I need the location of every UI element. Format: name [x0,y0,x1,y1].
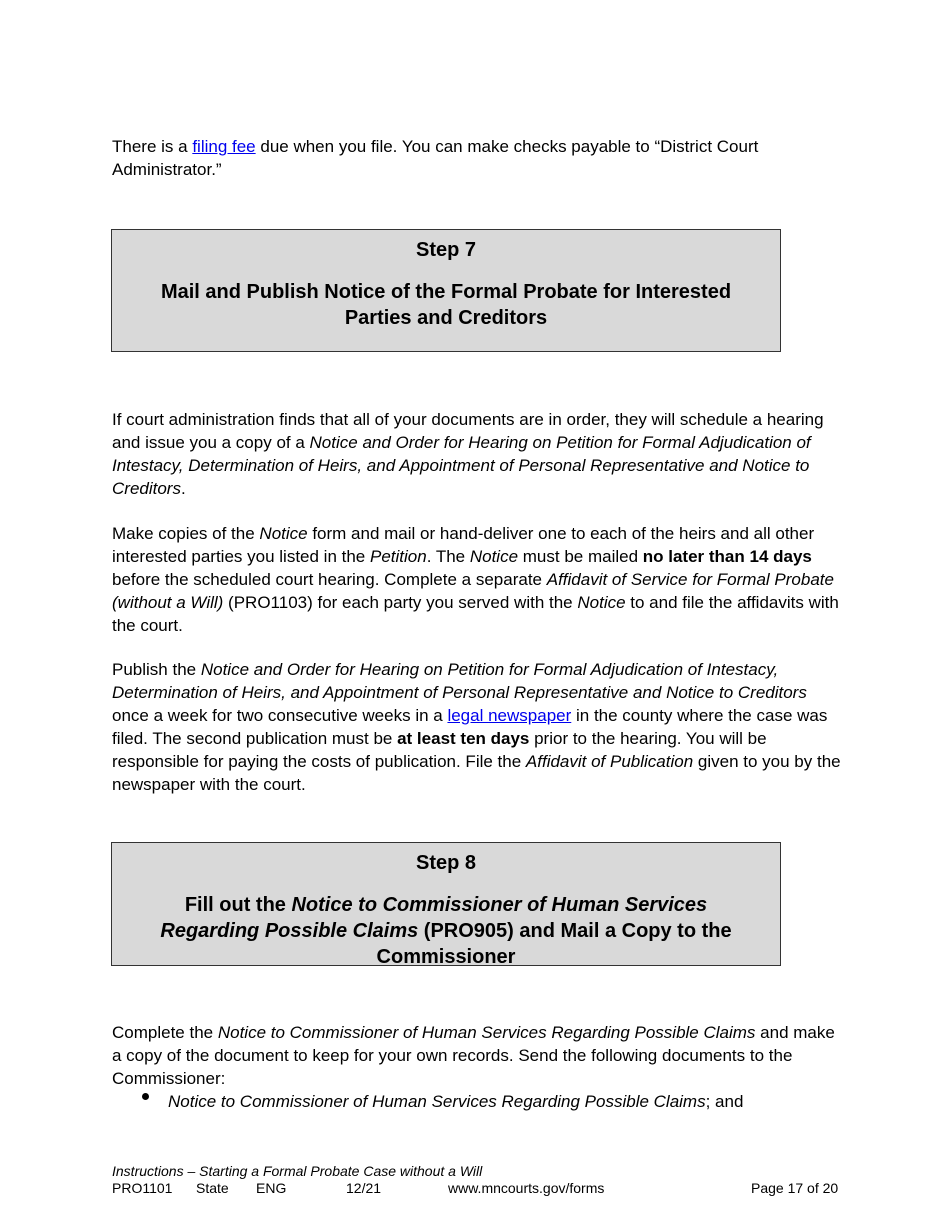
text: must be mailed [518,547,643,566]
text: to and file the affidavits with the court. [112,593,839,635]
filing-fee-paragraph [112,135,847,181]
footer-form-number: PRO1101 [112,1180,173,1196]
notice-title: Notice and Order for Hearing on Petition for Formal Adjudication of Intestacy, Determination of Heirs, and Appointment of Personal Representative and Notice to Creditors [112,433,811,498]
text: before the scheduled court hearing. Complete a separate [112,570,547,589]
text: Notice [577,593,626,612]
step-8-number: Step 8 [415,852,477,874]
text: If court administration finds that all of your documents are in order, they will schedule a hearing and issue you a copy of a [112,410,824,452]
text: . The [426,547,470,566]
text: given to you by the newspaper with the court. [112,752,841,794]
step-7-title: Mail and Publish Notice of the Formal Probate for Interested Parties and Creditors [160,281,732,329]
footer-language: ENG [256,1180,287,1196]
text: Fill out the [184,894,292,916]
text: due when you file. You can make checks payable to “District Court Administrator.” [112,137,759,179]
footer-scope: State [196,1180,229,1196]
form-title: Notice to Commissioner of Human Services Regarding Possible Claims [217,1023,756,1042]
affidavit-title: Affidavit of Publication [525,752,694,771]
text: prior to the hearing. You will be responsible for paying the costs of publication. File the [112,729,767,771]
form-title: Notice to Commissioner of Human Services Regarding Possible Claims [168,1092,706,1111]
affidavit-title: Affidavit of Service for Formal Probate (without a Will) [112,570,834,612]
bullet-icon [142,1093,149,1100]
text: (PRO905) and Mail a Copy to the Commissioner [376,920,732,968]
text: Petition [369,547,427,566]
form-title: Notice to Commissioner of Human Services Regarding Possible Claims [160,894,708,942]
footer-title: Instructions – Starting a Formal Probate Case without a Will [112,1163,483,1179]
text: in the county where the case was filed. The second publication must be [112,706,828,748]
text: Complete the [112,1023,218,1042]
text: Make copies of the [112,524,260,543]
filing-fee-link[interactable]: filing fee [192,137,256,156]
text: There is a [112,137,193,156]
deadline-emphasis: at least ten days [397,729,530,748]
bullet-item [168,1090,848,1113]
footer-page-number: Page 17 of 20 [751,1180,839,1196]
step-7-number: Step 7 [415,239,477,261]
text: and make a copy of the document to keep for your own records. Send the following documents to the Commissioner: [112,1023,835,1088]
text: form and mail or hand-deliver one to each of the heirs and all other interested parties you listed in the [112,524,815,566]
deadline-emphasis: no later than 14 days [642,547,812,566]
legal-newspaper-link[interactable]: legal newspaper [447,706,572,725]
publish-notice-paragraph [112,658,847,796]
text: (PRO1103) for each party you served with the [223,593,578,612]
step-8-box [111,842,781,966]
footer-website: www.mncourts.gov/forms [448,1180,605,1196]
step-8-title [112,892,780,970]
mail-notice-paragraph [112,522,847,637]
hearing-paragraph [112,408,847,500]
notice-title: Notice and Order for Hearing on Petition for Formal Adjudication of Intestacy, Determination of Heirs, and Appointment of Personal Representative and Notice to Creditors [112,660,807,702]
text: Notice [469,547,519,566]
text: ; and [705,1092,744,1111]
step-7-box [111,229,781,352]
text: once a week for two consecutive weeks in a [112,706,448,725]
commissioner-paragraph [112,1021,847,1090]
footer-date: 12/21 [346,1180,382,1196]
text: . [180,479,186,498]
text: Publish the [112,660,201,679]
text: Notice [259,524,308,543]
